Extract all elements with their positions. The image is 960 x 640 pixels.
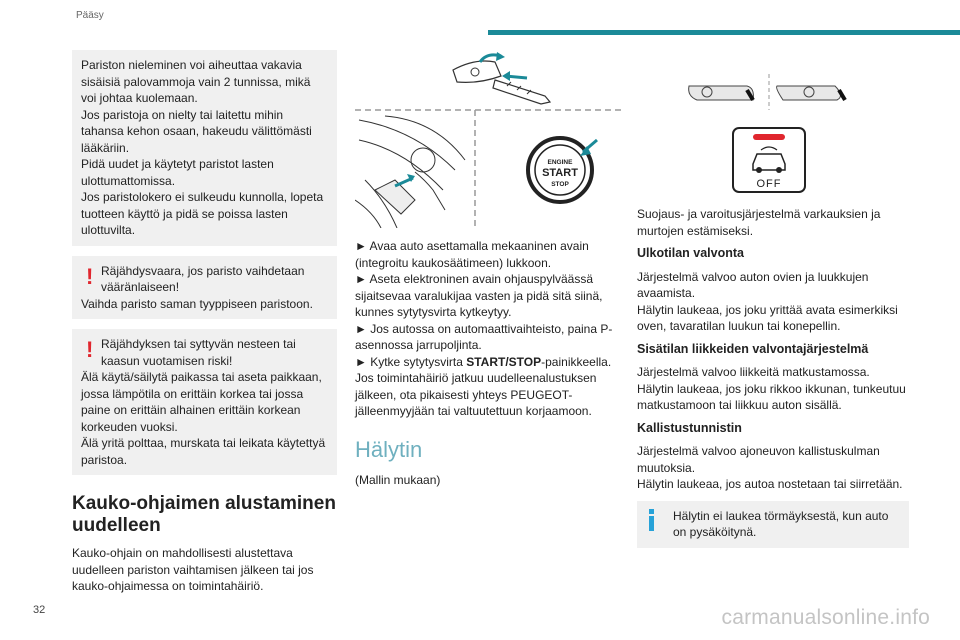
warning-text: Älä käytä/säilytä paikassa tai aseta paikkaan, jossa lämpötila on erittäin korkea tai jossa paine on erittäin alhainen erittäin korkean korkeuden vuoksi. bbox=[81, 370, 322, 434]
warning-box-leak bbox=[72, 329, 337, 475]
header-accent-bar bbox=[488, 30, 960, 35]
ceiling-console-icon bbox=[689, 74, 845, 110]
page-number: 32 bbox=[33, 604, 46, 616]
battery-safety-line: Pariston nieleminen voi aiheuttaa vakavia sisäisiä palovammoja vain 2 tunnissa, mikä voi johtaa kuolemaan. bbox=[81, 58, 311, 105]
instruction-step: ► Avaa auto asettamalla mekaaninen avain (integroitu kaukosäätimeen) lukkoon. bbox=[355, 239, 589, 270]
alarm-off-button-illustration bbox=[637, 70, 909, 200]
step4-bold: START/STOP bbox=[466, 354, 542, 369]
info-box bbox=[637, 501, 909, 548]
alarm-off-button-icon bbox=[733, 128, 805, 192]
start-stop-button-icon bbox=[528, 138, 597, 202]
battery-safety-line: Jos paristoja on nielty tai laitettu mihin tahansa kehon osaan, hakeudu välittömästi lääkäriin. bbox=[81, 107, 312, 155]
remote-reset-heading: Kauko-ohjaimen alustaminen uudelleen bbox=[72, 493, 336, 536]
warning-text: Vaihda paristo saman tyyppiseen paristoon. bbox=[81, 296, 313, 311]
warning-title: Räjähdysvaara, jos paristo vaihdetaan vääränlaiseen! bbox=[101, 263, 305, 294]
column-left bbox=[72, 50, 337, 595]
warning-text: Älä yritä polttaa, murskata tai leikata käytettyä paristoa. bbox=[81, 436, 326, 467]
button-engine-label: ENGINE bbox=[547, 159, 573, 166]
column-right bbox=[637, 70, 909, 548]
alarm-section-note: (Mallin mukaan) bbox=[355, 473, 441, 487]
battery-safety-box bbox=[72, 50, 337, 246]
battery-safety-line: Pidä uudet ja käytetyt paristot lasten ulottumattomissa. bbox=[81, 157, 274, 188]
key-fob-icon bbox=[453, 52, 550, 104]
troubleshoot-text: Jos toimintahäiriö jatkuu uudelleenalustuksen jälkeen, ota pikaisesti yhteys PEUGEOT-jälleenmyyjään tai valtuutettuun korjaamoon. bbox=[355, 371, 597, 418]
info-icon bbox=[649, 509, 654, 531]
instruction-step: ► Aseta elektroninen avain ohjauspylväässä sijaitsevaa varalukijaa vasten ja pidä sitä siinä, kunnes sytytysvirta kytkeytyy. bbox=[355, 272, 603, 319]
engine-start-stop-illustration bbox=[355, 40, 625, 228]
alarm-intro: Suojaus- ja varoitusjärjestelmä varkauksien ja murtojen estämiseksi. bbox=[637, 207, 881, 238]
header-section-title: Pääsy bbox=[76, 10, 104, 21]
remote-reset-intro: Kauko-ohjain on mahdollisesti alustettava uudelleen pariston vaihtamisen jälkeen tai jos kauko-ohjaimessa on toimintahäiriö. bbox=[72, 546, 314, 593]
tilt-sensor-text: Järjestelmä valvoo ajoneuvon kallistuskulman muutoksia. bbox=[637, 444, 880, 475]
exterior-monitoring-text: Järjestelmä valvoo auton ovien ja luukkujen avaamista. bbox=[637, 269, 869, 300]
warning-exclamation-icon: ! bbox=[86, 337, 94, 362]
instruction-step bbox=[355, 354, 625, 371]
interior-monitoring-text: Hälytin laukeaa, jos joku rikkoo ikkunan, tunkeutuu matkustamoon tai liikkuu auton sisällä. bbox=[637, 381, 906, 412]
warning-title: Räjähdyksen tai syttyvän nesteen tai kaasun vuotamisen riski! bbox=[101, 337, 296, 368]
warning-box-explosion bbox=[72, 256, 337, 320]
info-text: Hälytin ei laukea törmäyksestä, kun auto on pysäköitynä. bbox=[673, 508, 889, 539]
interior-monitoring-heading: Sisätilan liikkeiden valvontajärjestelmä bbox=[637, 341, 869, 356]
button-stop-label: STOP bbox=[551, 181, 569, 188]
instruction-step: ► Jos autossa on automaattivaihteisto, paina P-asennossa jarrupoljinta. bbox=[355, 321, 613, 352]
exterior-monitoring-text: Hälytin laukeaa, jos joku yrittää avata esimerkiksi oven, tavaratilan luukun tai konepellin. bbox=[637, 302, 898, 333]
alarm-section-title: Hälytin bbox=[355, 436, 423, 462]
warning-exclamation-icon: ! bbox=[86, 263, 94, 289]
steering-column-icon bbox=[355, 116, 465, 228]
watermark: carmanualsonline.info bbox=[721, 606, 930, 629]
battery-safety-line: Jos paristolokero ei sulkeudu kunnolla, lopeta tuotteen käyttö ja pidä se poissa lasten ulottuvilta. bbox=[81, 190, 324, 237]
tilt-sensor-heading: Kallistustunnistin bbox=[637, 420, 742, 435]
exterior-monitoring-heading: Ulkotilan valvonta bbox=[637, 246, 744, 260]
column-middle bbox=[355, 40, 625, 495]
interior-monitoring-text: Järjestelmä valvoo liikkeitä matkustamossa. bbox=[637, 365, 870, 379]
off-button-label: OFF bbox=[756, 178, 782, 190]
step4-prefix: ► Kytke sytytysvirta bbox=[355, 354, 467, 369]
step4-suffix: -painikkeella. bbox=[541, 354, 612, 369]
tilt-sensor-text: Hälytin laukeaa, jos autoa nostetaan tai siirretään. bbox=[637, 477, 903, 491]
button-start-label: START bbox=[542, 167, 578, 179]
